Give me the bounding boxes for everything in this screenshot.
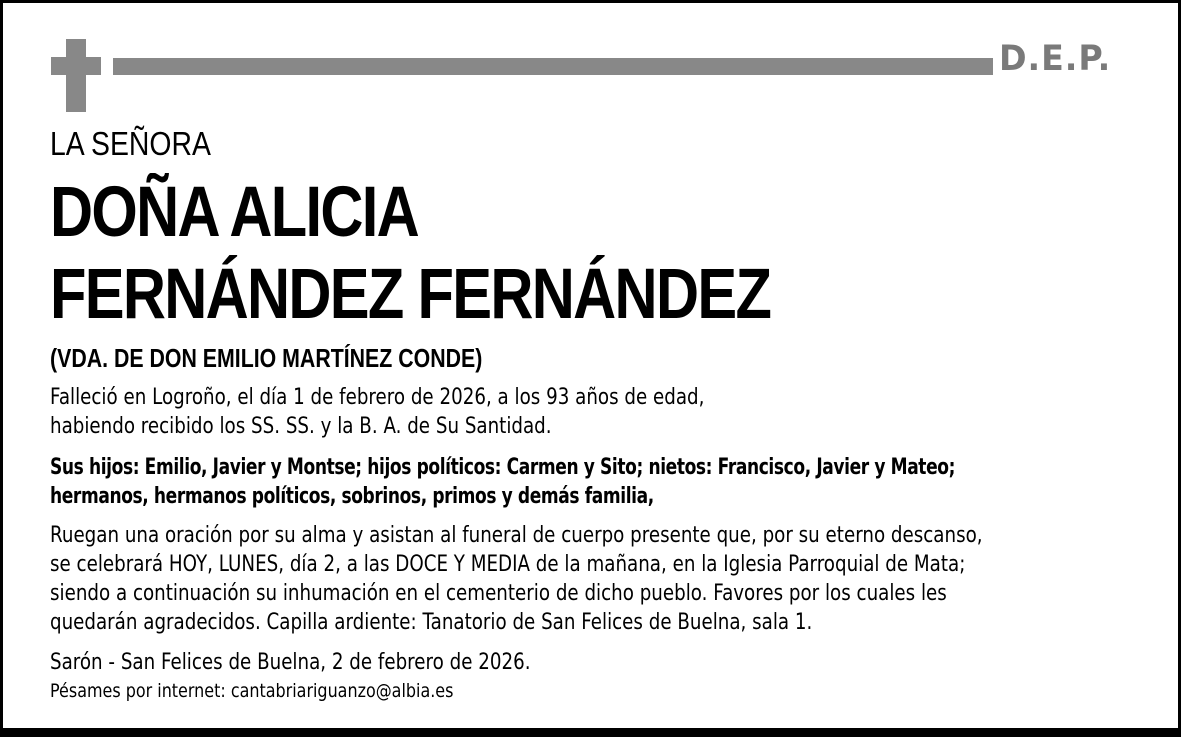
deceased-name-line-2: FERNÁNDEZ FERNÁNDEZ (50, 255, 771, 334)
title-prefix: LA SEÑORA (50, 125, 211, 162)
funeral-line-4: quedarán agradecidos. Capilla ardiente: Tanatorio de San Felices de Buelna, sala 1. (50, 610, 813, 635)
family-line-2: hermanos, hermanos políticos, sobrinos, primos y demás familia, (50, 484, 654, 509)
condolences-email[interactable]: cantabriariguanzo@albia.es (230, 680, 454, 702)
deceased-name-line-1: DOÑA ALICIA (50, 173, 419, 252)
condolences-line (50, 678, 453, 704)
cross-icon (66, 39, 86, 112)
family-line-1: Sus hijos: Emilio, Javier y Montse; hijos políticos: Carmen y Sito; nietos: Francisco, Javier y Mateo; (50, 455, 956, 480)
cross-icon-arm (51, 57, 101, 75)
widow-of: (VDA. DE DON EMILIO MARTÍNEZ CONDE) (50, 343, 483, 373)
place-date: Sarón - San Felices de Buelna, 2 de febrero de 2026. (50, 650, 531, 675)
condolences-label: Pésames por internet: (50, 680, 226, 702)
dep-mark: D.E.P. (999, 39, 1112, 79)
death-notice-line-2: habiendo recibido los SS. SS. y la B. A. de Su Santidad. (50, 414, 552, 439)
death-notice-line-1: Falleció en Logroño, el día 1 de febrero de 2026, a los 93 años de edad, (50, 385, 705, 410)
funeral-line-1: Ruegan una oración por su alma y asistan al funeral de cuerpo presente que, por su eterno descanso, (50, 523, 983, 548)
funeral-line-2: se celebrará HOY, LUNES, día 2, a las DOCE Y MEDIA de la mañana, en la Iglesia Parroquial de Mata; (50, 552, 966, 577)
funeral-line-3: siendo a continuación su inhumación en el cementerio de dicho pueblo. Favores por los cuales les (50, 581, 947, 606)
header-rule (113, 58, 993, 75)
